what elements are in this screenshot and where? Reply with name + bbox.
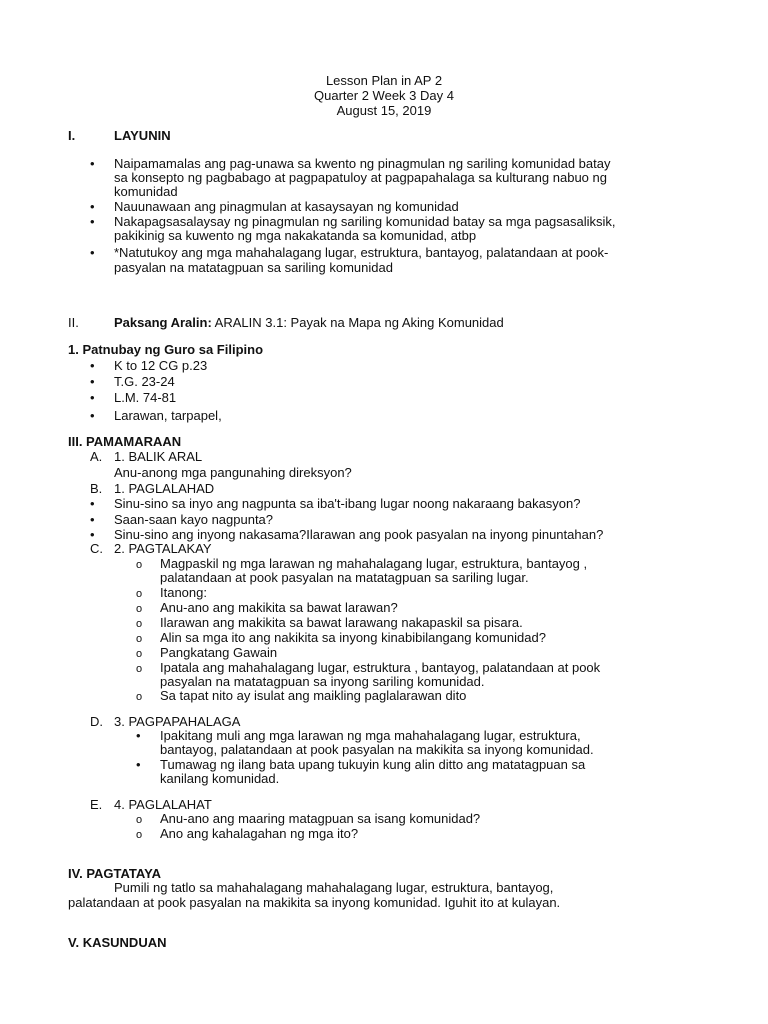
circle-bullet-icon: o (136, 648, 143, 660)
step-e-title: 4. PAGLALAHAT (114, 797, 212, 812)
step-c-item: Alin sa mga ito ang nakikita sa inyong kinabibilangang komunidad? (160, 630, 546, 645)
section2-numeral: II. (68, 315, 79, 330)
objective-1-line2: sa konsepto ng pagbabago at pagpapatuloy at pagpapahalaga sa kulturang nabuo ng (114, 170, 607, 185)
bullet-icon: • (90, 527, 95, 542)
circle-bullet-icon: o (136, 559, 143, 571)
circle-bullet-icon: o (136, 663, 143, 675)
objective-1-line1: Naipamamalas ang pag-unawa sa kwento ng pinagmulan ng sariling komunidad batay (114, 156, 611, 171)
bullet-icon: • (90, 214, 95, 229)
bullet-icon: • (90, 156, 95, 171)
step-a-letter: A. (90, 449, 103, 464)
circle-bullet-icon: o (136, 603, 143, 615)
reference-item: Larawan, tarpapel, (114, 408, 222, 423)
circle-bullet-icon: o (136, 829, 143, 841)
bullet-icon: • (90, 374, 95, 389)
bullet-icon: • (90, 199, 95, 214)
section2-text: ARALIN 3.1: Payak na Mapa ng Aking Komunidad (211, 315, 504, 330)
section5-title: V. KASUNDUAN (68, 935, 167, 950)
step-d-item: Ipakitang muli ang mga larawan ng mga mahahalagang lugar, estruktura, (160, 728, 581, 743)
section1-numeral: I. (68, 128, 76, 143)
circle-bullet-icon: o (136, 691, 143, 703)
step-c-item-cont: pasyalan na matatagpuan sa inyong sariling komunidad. (160, 674, 485, 689)
objective-3-line1: Nakapagsasalaysay ng pinagmulan ng sariling komunidad batay sa mga pagsasaliksik, (114, 214, 616, 229)
circle-bullet-icon: o (136, 633, 143, 645)
step-c-title: 2. PAGTALAKAY (114, 541, 212, 556)
section4-title: IV. PAGTATAYA (68, 866, 161, 881)
step-d-letter: D. (90, 714, 103, 729)
section2-label: Paksang Aralin: (114, 315, 212, 330)
step-d-title: 3. PAGPAPAHALAGA (114, 714, 241, 729)
circle-bullet-icon: o (136, 814, 143, 826)
reference-item: T.G. 23-24 (114, 374, 175, 389)
step-b-item: Saan-saan kayo nagpunta? (114, 512, 274, 527)
step-d-item: Tumawag ng ilang bata upang tukuyin kung alin ditto ang matatagpuan sa (160, 757, 586, 772)
step-c-item: Itanong: (160, 585, 207, 600)
step-c-letter: C. (90, 541, 103, 556)
bullet-icon: • (90, 408, 95, 423)
bullet-icon: • (90, 512, 95, 527)
bullet-icon: • (90, 245, 95, 260)
step-b-item: Sinu-sino ang inyong nakasama?Ilarawan ang pook pasyalan na inyong pinuntahan? (114, 527, 604, 542)
step-b-letter: B. (90, 481, 103, 496)
objective-4-line2: pasyalan na matatagpuan sa sariling komunidad (114, 260, 393, 275)
objective-4-line1: *Natutukoy ang mga mahahalagang lugar, estruktura, bantayog, palatandaan at pook- (114, 245, 609, 260)
objective-2: Nauunawaan ang pinagmulan at kasaysayan ng komunidad (114, 199, 459, 214)
doc-title: Lesson Plan in AP 2 (325, 73, 443, 88)
bullet-icon: • (90, 358, 95, 373)
step-b-title: 1. PAGLALAHAD (114, 481, 215, 496)
bullet-icon: • (136, 728, 141, 743)
step-c-item: Magpaskil ng mga larawan ng mahahalagang lugar, estruktura, bantayog , (160, 556, 588, 571)
section2-subtitle: 1. Patnubay ng Guro sa Filipino (68, 342, 264, 357)
doc-date: August 15, 2019 (336, 103, 432, 118)
section4-line2: palatandaan at pook pasyalan na makikita sa inyong komunidad. Iguhit ito at kulayan. (68, 895, 561, 910)
step-e-item: Anu-ano ang maaring matagpuan sa isang komunidad? (160, 811, 481, 826)
bullet-icon: • (136, 757, 141, 772)
section3-title: III. PAMAMARAAN (68, 434, 182, 449)
step-e-letter: E. (90, 797, 103, 812)
step-a-question: Anu-anong mga pangunahing direksyon? (114, 465, 352, 480)
step-c-item: Sa tapat nito ay isulat ang maikling paglalarawan dito (160, 688, 467, 703)
step-d-item-cont: bantayog, palatandaan at pook pasyalan na makikita sa inyong komunidad. (160, 742, 594, 757)
objective-1-line3: komunidad (114, 184, 178, 199)
step-c-item: Pangkatang Gawain (160, 645, 278, 660)
section2-heading (114, 315, 504, 330)
step-e-item: Ano ang kahalagahan ng mga ito? (160, 826, 359, 841)
objective-3-line2: pakikinig sa kuwento ng mga nakakatanda sa komunidad, atbp (114, 228, 477, 243)
bullet-icon: • (90, 496, 95, 511)
doc-quarter: Quarter 2 Week 3 Day 4 (314, 88, 454, 103)
circle-bullet-icon: o (136, 588, 143, 600)
bullet-icon: • (90, 390, 95, 405)
step-d-item-cont: kanilang komunidad. (160, 771, 280, 786)
step-c-item-cont: palatandaan at pook pasyalan na matatagpuan sa sariling lugar. (160, 570, 529, 585)
step-b-item: Sinu-sino sa inyo ang nagpunta sa iba't-ibang lugar noong nakaraang bakasyon? (114, 496, 581, 511)
reference-item: K to 12 CG p.23 (114, 358, 208, 373)
circle-bullet-icon: o (136, 618, 143, 630)
section4-line1: Pumili ng tatlo sa mahahalagang mahahalagang lugar, estruktura, bantayog, (114, 880, 554, 895)
step-a-title: 1. BALIK ARAL (114, 449, 203, 464)
step-c-item: Ilarawan ang makikita sa bawat larawang nakapaskil sa pisara. (160, 615, 523, 630)
step-c-item: Ipatala ang mahahalagang lugar, estruktura , bantayog, palatandaan at pook (160, 660, 601, 675)
step-c-item: Anu-ano ang makikita sa bawat larawan? (160, 600, 398, 615)
reference-item: L.M. 74-81 (114, 390, 177, 405)
section1-title: LAYUNIN (114, 128, 171, 143)
